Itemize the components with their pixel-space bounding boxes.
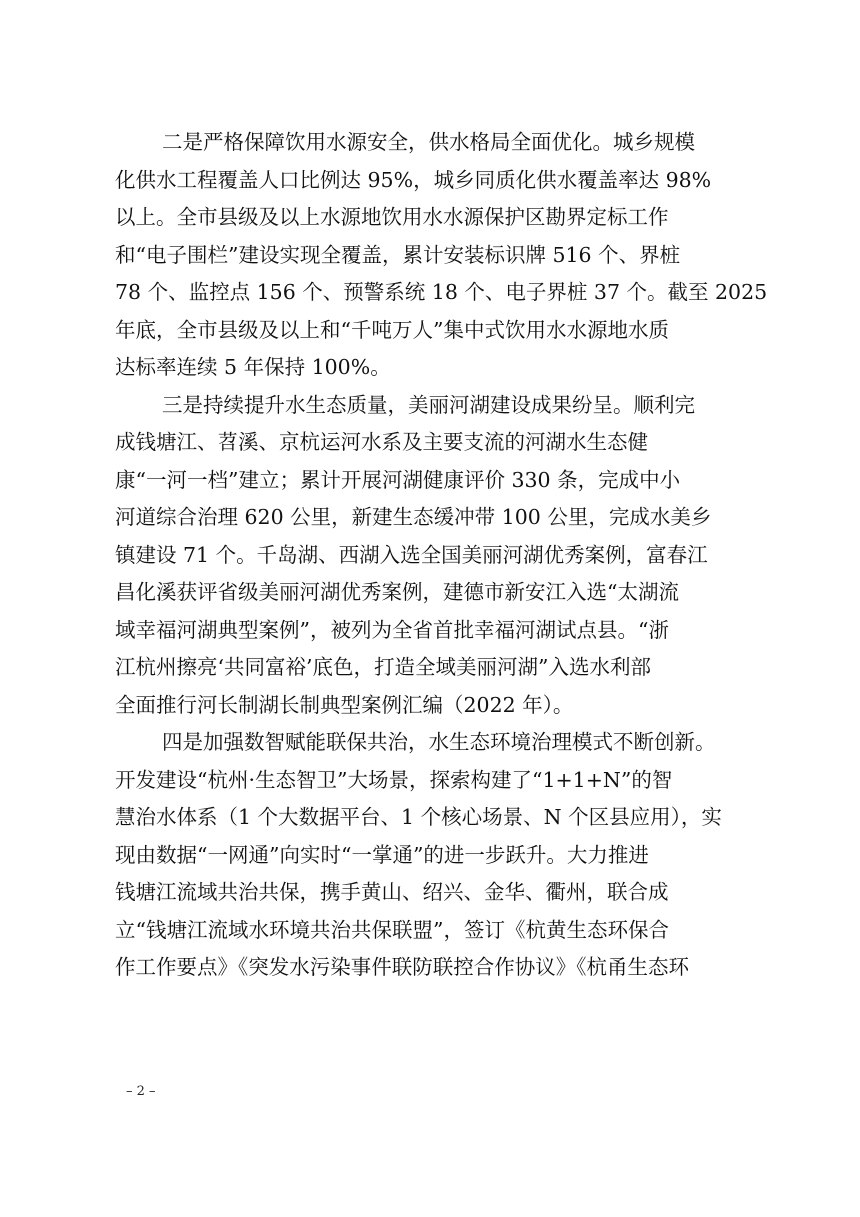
text-line: 康“一河一档”建立；累计开展河湖健康评价 330 条，完成中小 — [115, 467, 681, 492]
text-line: 达标率连续 5 年保持 100%。 — [115, 355, 391, 379]
text-line: 年底，全市县级及以上和“千吨万人”集中式饮用水水源地水质 — [115, 317, 669, 342]
paragraph-drinking-water — [115, 124, 767, 387]
text-line: 全面推行河长制湖长制典型案例汇编（2022 年）。 — [115, 692, 574, 717]
text-line: 河道综合治理 620 公里，新建生态缓冲带 100 公里，完成水美乡 — [115, 505, 712, 529]
text-line: 钱塘江流域共治共保，携手黄山、绍兴、金华、衢州，联合成 — [115, 880, 669, 904]
text-line: 三是持续提升水生态质量，美丽河湖建设成果纷呈。顺利完 — [162, 392, 695, 417]
text-line: 慧治水体系（1 个大数据平台、1 个核心场景、N 个区县应用），实 — [115, 805, 722, 829]
text-line: 作工作要点》《突发水污染事件联防联控合作协议》《杭甬生态环 — [115, 955, 689, 979]
page-number: – 2 – — [126, 1084, 156, 1099]
text-line: 以上。全市县级及以上水源地饮用水水源保护区勘界定标工作 — [115, 205, 669, 229]
paragraph-digital-governance — [115, 724, 767, 987]
text-line: 江杭州擦亮‘共同富裕’底色，打造全域美丽河湖”入选水利部 — [115, 655, 652, 679]
text-line: 成钱塘江、苕溪、京杭运河水系及主要支流的河湖水生态健 — [115, 430, 648, 454]
text-line: 镇建设 71 个。千岛湖、西湖入选全国美丽河湖优秀案例，富春江 — [115, 542, 708, 567]
text-line: 四是加强数智赋能联保共治，水生态环境治理模式不断创新。 — [162, 730, 716, 754]
text-line: 域幸福河湖典型案例”，被列为全省首批幸福河湖试点县。“浙 — [115, 617, 669, 642]
paragraph-water-ecology — [115, 387, 767, 725]
text-line: 化供水工程覆盖人口比例达 95%，城乡同质化供水覆盖率达 98% — [115, 167, 712, 192]
text-line: 开发建设“杭州·生态智卫”大场景，探索构建了“1+1+N”的智 — [115, 767, 673, 792]
body-text — [115, 124, 767, 987]
text-line: 和“电子围栏”建设实现全覆盖，累计安装标识牌 516 个、界桩 — [115, 242, 681, 267]
text-line: 二是严格保障饮用水源安全，供水格局全面优化。城乡规模 — [162, 130, 695, 154]
text-line: 立“钱塘江流域水环境共治共保联盟”，签订《杭黄生态环保合 — [115, 917, 669, 942]
text-line: 78 个、监控点 156 个、预警系统 18 个、电子界桩 37 个。截至 2025 — [115, 280, 768, 304]
text-line: 现由数据“一网通”向实时“一掌通”的进一步跃升。大力推进 — [115, 842, 649, 867]
text-line: 昌化溪获评省级美丽河湖优秀案例，建德市新安江入选“太湖流 — [115, 580, 679, 604]
